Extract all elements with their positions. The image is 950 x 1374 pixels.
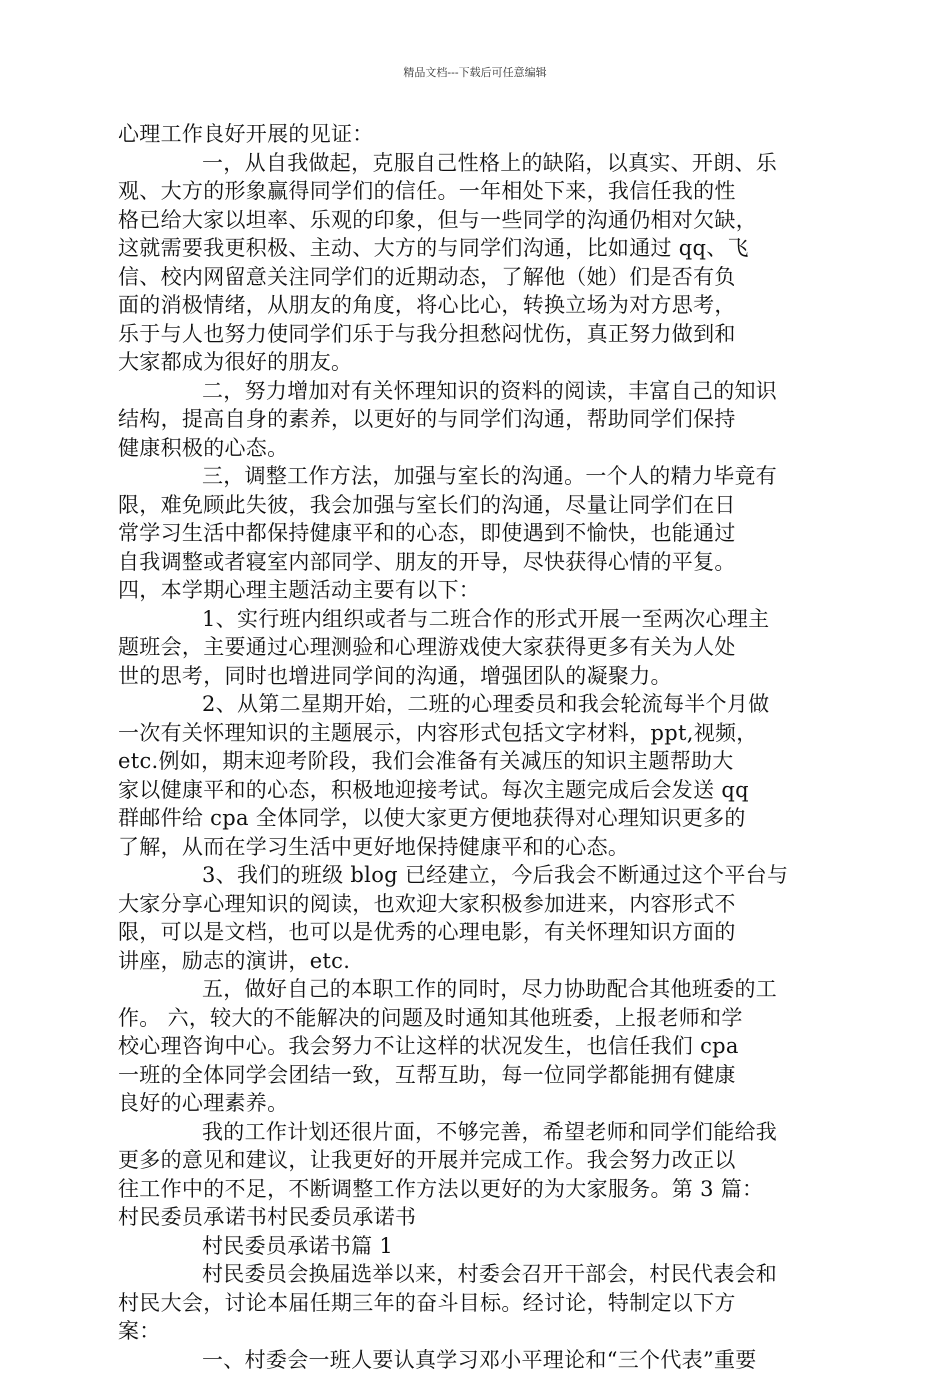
text-line: 大家都成为很好的朋友。 xyxy=(118,348,830,377)
text-line: 作。 六，较大的不能解决的问题及时通知其他班委，上报老师和学 xyxy=(118,1004,830,1033)
text-line: 限，难免顾此失彼，我会加强与室长们的沟通，尽量让同学们在日 xyxy=(118,491,830,520)
text-line: 格已给大家以坦率、乐观的印象，但与一些同学的沟通仍相对欠缺， xyxy=(118,206,830,235)
text-line: 我的工作计划还很片面，不够完善，希望老师和同学们能给我 xyxy=(118,1118,830,1147)
text-line: 世的思考，同时也增进同学间的沟通，增强团队的凝聚力。 xyxy=(118,662,830,691)
text-line: 往工作中的不足，不断调整工作方法以更好的为大家服务。第 3 篇： xyxy=(118,1175,830,1204)
text-line: 讲座，励志的演讲，etc. xyxy=(118,947,830,976)
text-line: 这就需要我更积极、主动、大方的与同学们沟通，比如通过 qq、飞 xyxy=(118,234,830,263)
text-line: 村民委员承诺书篇 1 xyxy=(118,1232,830,1261)
text-line: 题班会，主要通过心理测验和心理游戏使大家获得更多有关为人处 xyxy=(118,633,830,662)
text-line: 限，可以是文档，也可以是优秀的心理电影，有关怀理知识方面的 xyxy=(118,918,830,947)
text-line: 信、校内网留意关注同学们的近期动态，了解他（她）们是否有负 xyxy=(118,263,830,292)
text-line: 村民大会，讨论本届任期三年的奋斗目标。经讨论，特制定以下方 xyxy=(118,1289,830,1318)
text-line: 一班的全体同学会团结一致，互帮互助，每一位同学都能拥有健康 xyxy=(118,1061,830,1090)
text-line: 一、村委会一班人要认真学习邓小平理论和“三个代表”重要 xyxy=(118,1346,830,1374)
text-line: 群邮件给 cpa 全体同学，以使大家更方便地获得对心理知识更多的 xyxy=(118,804,830,833)
text-line: 心理工作良好开展的见证： xyxy=(118,120,830,149)
text-line: 1、实行班内组织或者与二班合作的形式开展一至两次心理主 xyxy=(118,605,830,634)
text-line: 常学习生活中都保持健康平和的心态，即使遇到不愉快，也能通过 xyxy=(118,519,830,548)
text-line: 乐于与人也努力使同学们乐于与我分担愁闷忧伤，真正努力做到和 xyxy=(118,320,830,349)
text-line: 健康积极的心态。 xyxy=(118,434,830,463)
text-line: 一次有关怀理知识的主题展示，内容形式包括文字材料，ppt,视频， xyxy=(118,719,830,748)
text-line: 家以健康平和的心态，积极地迎接考试。每次主题完成后会发送 qq xyxy=(118,776,830,805)
text-line: 案： xyxy=(118,1317,830,1346)
text-line: 大家分享心理知识的阅读，也欢迎大家积极参加进来，内容形式不 xyxy=(118,890,830,919)
text-line: 五，做好自己的本职工作的同时，尽力协助配合其他班委的工 xyxy=(118,975,830,1004)
text-line: 一，从自我做起，克服自己性格上的缺陷，以真实、开朗、乐 xyxy=(118,149,830,178)
page-header: 精品文档---下载后可任意编辑 xyxy=(0,66,950,80)
text-line: 了解，从而在学习生活中更好地保持健康平和的心态。 xyxy=(118,833,830,862)
text-line: 良好的心理素养。 xyxy=(118,1089,830,1118)
text-line: 四，本学期心理主题活动主要有以下： xyxy=(118,576,830,605)
text-line: 3、我们的班级 blog 已经建立，今后我会不断通过这个平台与 xyxy=(118,861,830,890)
text-line: 2、从第二星期开始，二班的心理委员和我会轮流每半个月做 xyxy=(118,690,830,719)
text-line: 更多的意见和建议，让我更好的开展并完成工作。我会努力改正以 xyxy=(118,1146,830,1175)
text-line: 二，努力增加对有关怀理知识的资料的阅读，丰富自己的知识 xyxy=(118,377,830,406)
document-body xyxy=(118,120,830,1374)
text-line: 面的消极情绪，从朋友的角度，将心比心，转换立场为对方思考， xyxy=(118,291,830,320)
text-line: 观、大方的形象赢得同学们的信任。一年相处下来，我信任我的性 xyxy=(118,177,830,206)
text-line: 三，调整工作方法，加强与室长的沟通。一个人的精力毕竟有 xyxy=(118,462,830,491)
text-line: etc.例如，期末迎考阶段，我们会准备有关减压的知识主题帮助大 xyxy=(118,747,830,776)
text-line: 校心理咨询中心。我会努力不让这样的状况发生，也信任我们 cpa xyxy=(118,1032,830,1061)
text-line: 结构，提高自身的素养，以更好的与同学们沟通，帮助同学们保持 xyxy=(118,405,830,434)
text-line: 村民委员会换届选举以来，村委会召开干部会，村民代表会和 xyxy=(118,1260,830,1289)
text-line: 自我调整或者寝室内部同学、朋友的开导，尽快获得心情的平复。 xyxy=(118,548,830,577)
text-line: 村民委员承诺书村民委员承诺书 xyxy=(118,1203,830,1232)
